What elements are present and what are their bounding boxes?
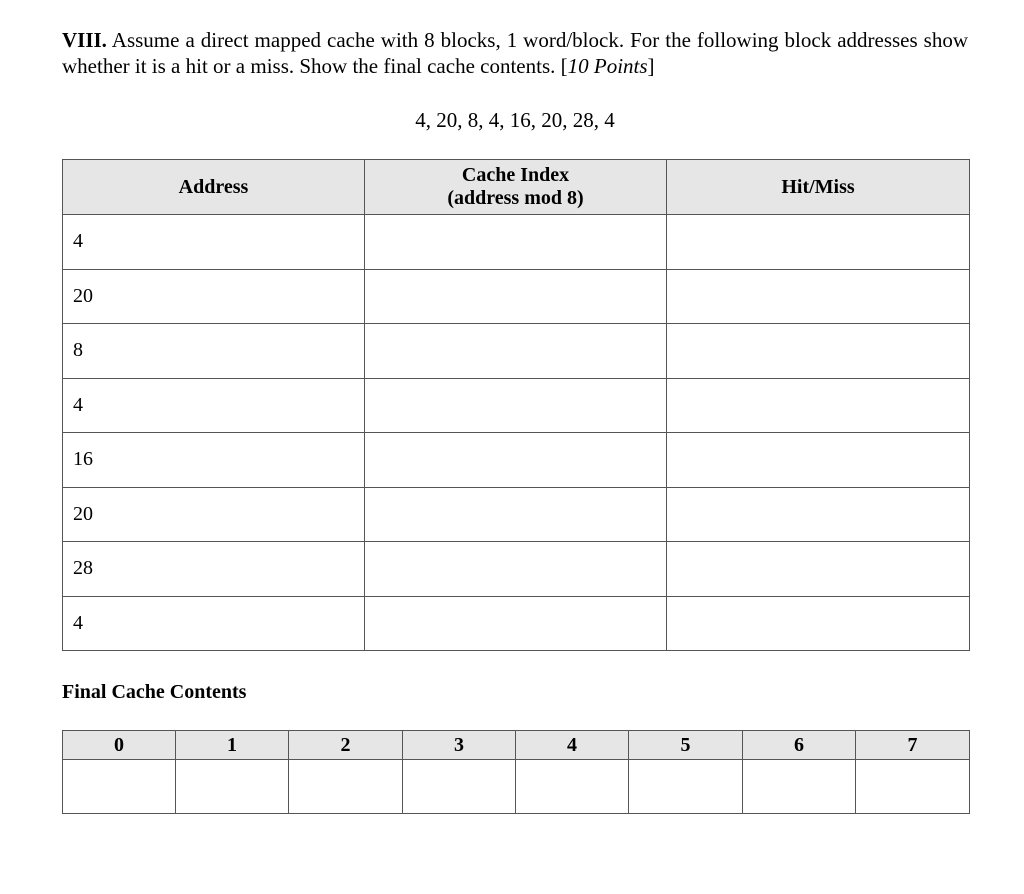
table-row — [63, 596, 970, 651]
question-body: Assume a direct mapped cache with 8 blocks, 1 word/block. For the following block addresses show whether it is a hit or a miss. Show the final cache contents. [ — [62, 28, 968, 78]
address-cell: 4 — [63, 378, 365, 433]
cache-column-header: 1 — [176, 731, 289, 760]
table-row — [63, 433, 970, 488]
cache-content-cell[interactable] — [176, 760, 289, 814]
hit-miss-cell[interactable] — [667, 542, 970, 597]
header-address: Address — [63, 160, 365, 215]
hit-miss-cell[interactable] — [667, 596, 970, 651]
cache-column-header: 2 — [289, 731, 403, 760]
address-cell: 20 — [63, 487, 365, 542]
cache-index-cell[interactable] — [365, 433, 667, 488]
hit-miss-cell[interactable] — [667, 378, 970, 433]
cache-column-header: 6 — [743, 731, 856, 760]
cache-column-header: 4 — [516, 731, 629, 760]
hit-miss-cell[interactable] — [667, 215, 970, 270]
hit-miss-cell[interactable] — [667, 433, 970, 488]
table-row — [63, 378, 970, 433]
cache-contents-row — [63, 760, 970, 814]
question-body-end: ] — [647, 54, 655, 78]
cache-content-cell[interactable] — [63, 760, 176, 814]
cache-index-cell[interactable] — [365, 542, 667, 597]
cache-index-cell[interactable] — [365, 487, 667, 542]
hit-miss-cell[interactable] — [667, 269, 970, 324]
table-row — [63, 269, 970, 324]
cache-index-cell[interactable] — [365, 324, 667, 379]
address-cell: 4 — [63, 215, 365, 270]
cache-index-cell[interactable] — [365, 215, 667, 270]
question-text — [62, 27, 968, 79]
address-cell: 8 — [63, 324, 365, 379]
final-cache-heading: Final Cache Contents — [62, 681, 247, 703]
table-row — [63, 542, 970, 597]
cache-index-cell[interactable] — [365, 269, 667, 324]
address-cell: 4 — [63, 596, 365, 651]
address-sequence: 4, 20, 8, 4, 16, 20, 28, 4 — [415, 108, 615, 132]
table-row — [63, 324, 970, 379]
cache-column-header: 3 — [403, 731, 516, 760]
table-row — [63, 215, 970, 270]
question-label: VIII. — [62, 28, 107, 52]
cache-column-header: 0 — [63, 731, 176, 760]
cache-index-header-row — [63, 731, 970, 760]
cache-content-cell[interactable] — [289, 760, 403, 814]
cache-content-cell[interactable] — [629, 760, 743, 814]
address-cell: 28 — [63, 542, 365, 597]
cache-column-header: 5 — [629, 731, 743, 760]
header-hit-miss: Hit/Miss — [667, 160, 970, 215]
hit-miss-table — [62, 159, 970, 651]
cache-index-cell[interactable] — [365, 596, 667, 651]
cache-content-cell[interactable] — [743, 760, 856, 814]
question-points: 10 Points — [567, 54, 648, 78]
cache-index-cell[interactable] — [365, 378, 667, 433]
table-header-row — [63, 160, 970, 215]
final-cache-table — [62, 730, 970, 814]
header-cache-index: Cache Index (address mod 8) — [365, 160, 667, 215]
cache-content-cell[interactable] — [403, 760, 516, 814]
hit-miss-cell[interactable] — [667, 324, 970, 379]
hit-miss-cell[interactable] — [667, 487, 970, 542]
address-cell: 16 — [63, 433, 365, 488]
cache-column-header: 7 — [856, 731, 970, 760]
cache-content-cell[interactable] — [516, 760, 629, 814]
cache-content-cell[interactable] — [856, 760, 970, 814]
table-row — [63, 487, 970, 542]
address-cell: 20 — [63, 269, 365, 324]
